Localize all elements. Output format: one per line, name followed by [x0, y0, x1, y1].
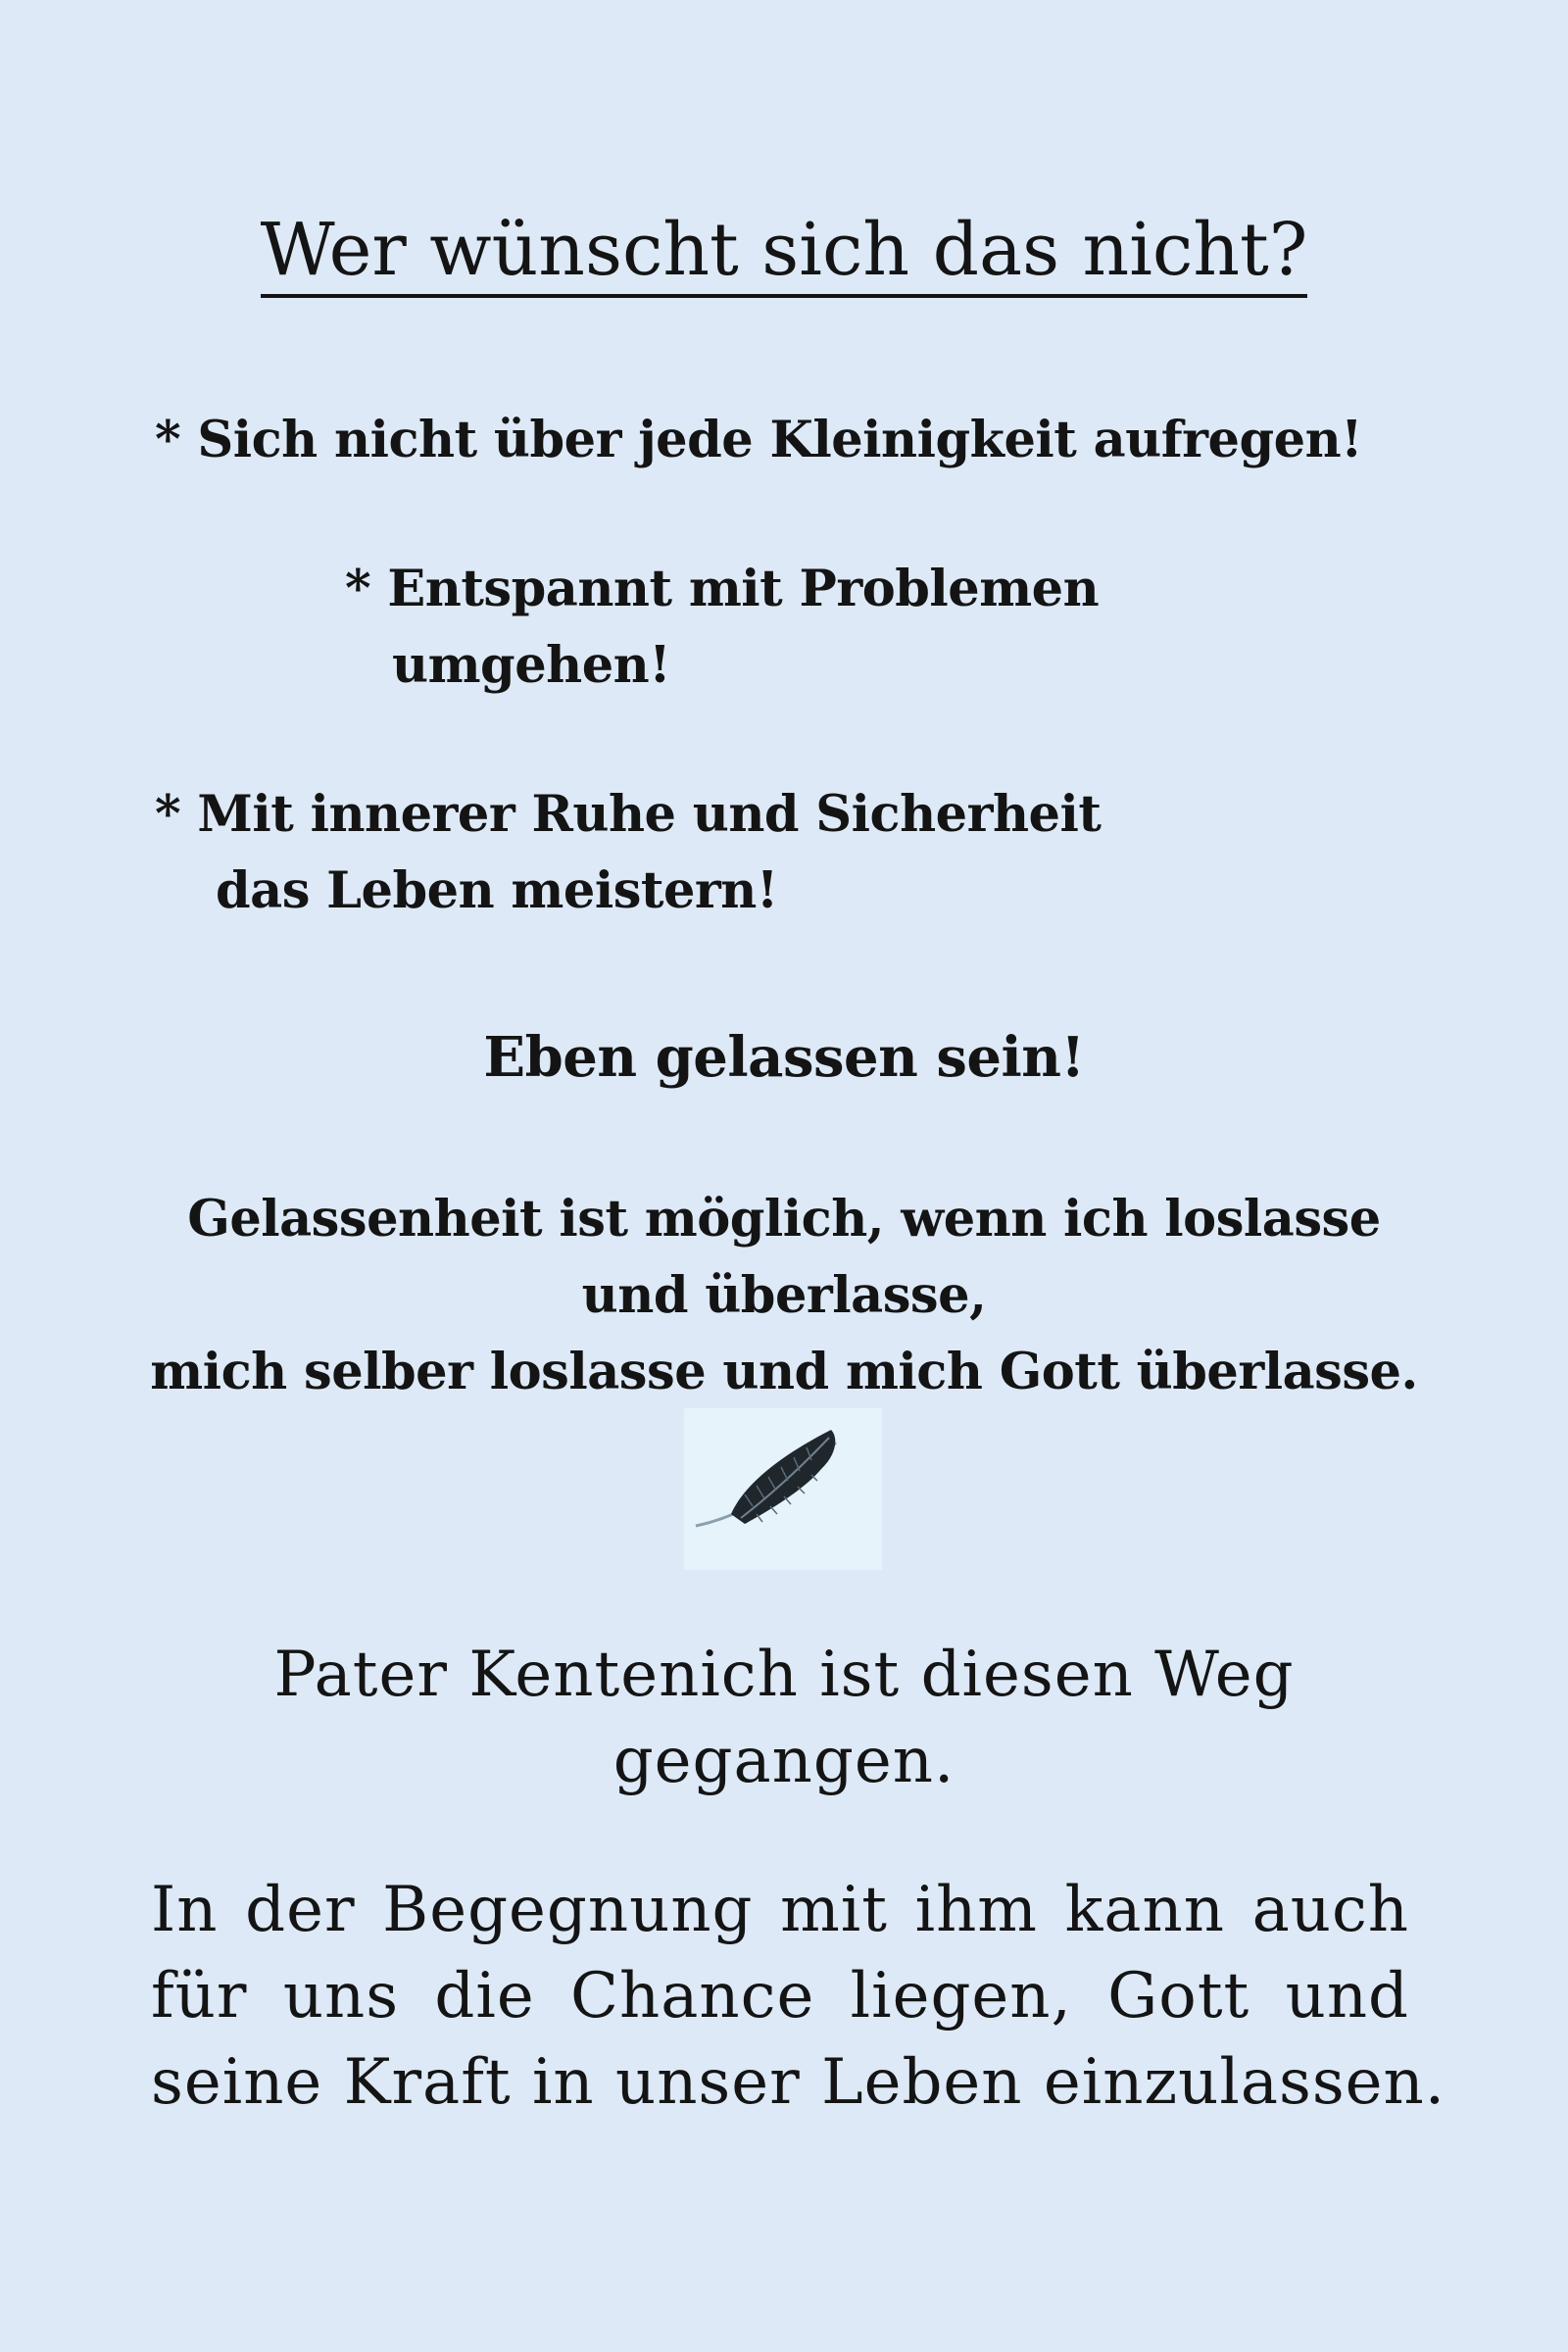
closing-2-line-2: für uns die Chance liegen, Gott und	[151, 1960, 1409, 2033]
closing-2-line-3: seine Kraft in unser Leben einzulassen.	[151, 2046, 1446, 2119]
closing-1-line-2: gegangen.	[612, 1725, 956, 1797]
quote-line-3: mich selber loslasse und mich Gott überlasse.	[150, 1343, 1418, 1401]
page-title	[0, 208, 1568, 292]
subtitle: Eben gelassen sein!	[483, 1025, 1085, 1090]
feather-icon	[684, 1408, 882, 1570]
bullet-3-line-1: * Mit innerer Ruhe und Sicherheit	[155, 785, 1102, 844]
bullet-1: * Sich nicht über jede Kleinigkeit aufregen!	[155, 411, 1363, 469]
bullet-2-line-2: umgehen!	[392, 636, 671, 695]
bullet-3-line-2: das Leben meistern!	[216, 861, 778, 920]
quote-line-1: Gelassenheit ist möglich, wenn ich loslasse	[187, 1190, 1381, 1249]
closing-2-line-1: In der Begegnung mit ihm kann auch	[151, 1874, 1409, 1946]
closing-1-line-1: Pater Kentenich ist diesen Weg	[273, 1639, 1295, 1711]
quote-line-2: und überlasse,	[581, 1266, 987, 1325]
bullet-2-line-1: * Entspannt mit Problemen	[345, 560, 1100, 618]
page-title-text: Wer wünscht sich das nicht?	[261, 208, 1308, 298]
